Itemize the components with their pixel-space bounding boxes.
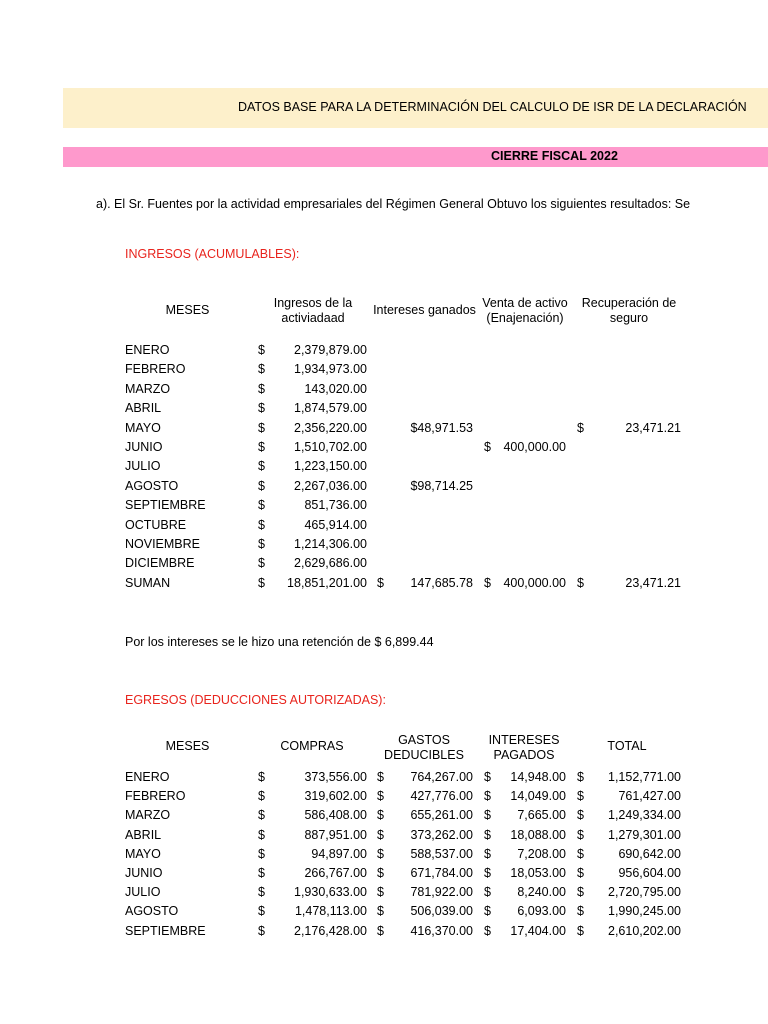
cell-total: 2,610,202.00 <box>608 923 681 938</box>
cell-gastos: 781,922.00 <box>410 885 473 900</box>
cell-mes: MAYO <box>125 846 161 861</box>
cell-dollar: $ <box>377 827 384 842</box>
header-ingresos <box>253 296 373 326</box>
table-row <box>0 576 768 595</box>
cell-gastos: 764,267.00 <box>410 770 473 784</box>
cell-compras: 1,930,633.00 <box>294 885 367 900</box>
cell-dollar: $ <box>258 575 265 590</box>
cell-ingreso: 1,874,579.00 <box>294 401 367 416</box>
header-venta-line1: Venta de activo <box>482 296 568 310</box>
cell-venta: 400,000.00 <box>503 440 566 454</box>
table-row <box>0 382 768 401</box>
cell-gastos: 416,370.00 <box>410 923 473 938</box>
cell-ingreso: 2,629,686.00 <box>294 556 367 571</box>
cell-dollar: $ <box>577 789 584 804</box>
cell-dollar: $ <box>377 866 384 880</box>
table-row <box>0 828 768 847</box>
cell-dollar: $ <box>377 575 384 590</box>
cell-dollar: $ <box>258 556 265 571</box>
cell-mes: DICIEMBRE <box>125 556 195 571</box>
table-row <box>0 847 768 866</box>
cell-dollar: $ <box>258 866 265 880</box>
header-recuperacion-line2: seguro <box>609 311 649 325</box>
cell-compras: 266,767.00 <box>304 866 367 880</box>
cell-ingreso: 143,020.00 <box>304 381 367 396</box>
cell-dollar: $ <box>258 770 265 784</box>
cell-intereses: 18,053.00 <box>510 866 566 880</box>
cell-dollar: $ <box>577 904 584 919</box>
cell-total: 761,427.00 <box>618 789 681 804</box>
cell-ingreso: 1,510,702.00 <box>294 440 367 454</box>
table-row <box>0 498 768 517</box>
header-compras: COMPRAS <box>280 739 344 753</box>
cell-dollar: $ <box>258 498 265 513</box>
header-intereses-line2: PAGADOS <box>493 748 555 762</box>
ingresos-heading: INGRESOS (ACUMULABLES): <box>125 247 300 261</box>
cell-mes: SEPTIEMBRE <box>125 498 206 513</box>
header-gastos-line1: GASTOS <box>398 733 450 747</box>
table-row <box>0 362 768 381</box>
cell-ingreso: 465,914.00 <box>304 517 367 532</box>
cell-ingreso: 851,736.00 <box>304 498 367 513</box>
cell-compras: 2,176,428.00 <box>294 923 367 938</box>
table-row <box>0 459 768 478</box>
cell-gastos: 588,537.00 <box>410 846 473 861</box>
header-recuperacion <box>574 296 684 326</box>
cell-dollar: $ <box>484 827 491 842</box>
title-band <box>63 88 768 128</box>
cell-total: 1,152,771.00 <box>608 770 681 784</box>
table-row <box>0 556 768 575</box>
cell-mes: ENERO <box>125 343 170 357</box>
cell-dollar: $ <box>577 866 584 880</box>
cell-intereses: 18,088.00 <box>510 827 566 842</box>
table-row <box>0 924 768 943</box>
cell-interes: $48,971.53 <box>410 420 473 435</box>
header-meses: MESES <box>165 303 210 317</box>
cell-dollar: $ <box>258 808 265 823</box>
cell-compras: 94,897.00 <box>311 846 367 861</box>
cell-intereses: 8,240.00 <box>517 885 566 900</box>
header-meses-egresos: MESES <box>165 739 210 753</box>
cell-total: 1,249,334.00 <box>608 808 681 823</box>
cell-intereses: 7,665.00 <box>517 808 566 823</box>
header-ingresos-line1: Ingresos de la <box>273 296 353 310</box>
cell-dollar: $ <box>377 770 384 784</box>
cell-dollar: $ <box>258 846 265 861</box>
cell-recuperacion: 23,471.21 <box>625 575 681 590</box>
cell-dollar: $ <box>577 846 584 861</box>
document-title: DATOS BASE PARA LA DETERMINACIÓN DEL CALCULO DE ISR DE LA DECLARACIÓN <box>238 100 747 114</box>
table-row <box>0 518 768 537</box>
table-row <box>0 479 768 498</box>
cell-dollar: $ <box>258 537 265 551</box>
table-row <box>0 401 768 420</box>
cell-dollar: $ <box>484 440 491 454</box>
cell-mes: SEPTIEMBRE <box>125 923 206 938</box>
cell-mes: JULIO <box>125 459 161 474</box>
intro-text: a). El Sr. Fuentes por la actividad empresariales del Régimen General Obtuvo los siguientes resultados: Se <box>96 197 691 211</box>
cell-intereses: 14,948.00 <box>510 770 566 784</box>
header-total: TOTAL <box>607 739 647 753</box>
cell-ingreso: 2,356,220.00 <box>294 420 367 435</box>
cell-dollar: $ <box>377 904 384 919</box>
table-row <box>0 343 768 362</box>
cell-dollar: $ <box>258 904 265 919</box>
cell-gastos: 506,039.00 <box>410 904 473 919</box>
cell-mes: MARZO <box>125 808 171 823</box>
cell-ingreso: 18,851,201.00 <box>287 575 367 590</box>
cell-intereses: 14,049.00 <box>510 789 566 804</box>
cell-dollar: $ <box>577 770 584 784</box>
cell-mes: OCTUBRE <box>125 517 187 532</box>
cell-dollar: $ <box>577 420 584 435</box>
cell-dollar: $ <box>377 789 384 804</box>
cell-dollar: $ <box>484 770 491 784</box>
cell-interes: $98,714.25 <box>410 478 473 493</box>
cell-dollar: $ <box>484 866 491 880</box>
cell-mes: MARZO <box>125 381 171 396</box>
cell-mes: JUNIO <box>125 866 163 880</box>
fiscal-year-title: CIERRE FISCAL 2022 <box>491 149 618 163</box>
cell-dollar: $ <box>484 885 491 900</box>
table-row <box>0 440 768 459</box>
cell-dollar: $ <box>484 846 491 861</box>
cell-dollar: $ <box>258 362 265 377</box>
header-intereses-line1: INTERESES <box>488 733 560 747</box>
cell-dollar: $ <box>258 827 265 842</box>
cell-total: 1,990,245.00 <box>608 904 681 919</box>
retencion-note: Por los intereses se le hizo una retención de $ 6,899.44 <box>125 635 434 649</box>
cell-gastos: 671,784.00 <box>410 866 473 880</box>
cell-gastos: 373,262.00 <box>410 827 473 842</box>
cell-dollar: $ <box>258 440 265 454</box>
header-gastos <box>374 733 474 763</box>
cell-dollar: $ <box>258 381 265 396</box>
cell-dollar: $ <box>258 401 265 416</box>
cell-ingreso: 1,214,306.00 <box>294 537 367 551</box>
cell-ingreso: 1,934,973.00 <box>294 362 367 377</box>
header-gastos-line2: DEDUCIBLES <box>384 748 464 762</box>
table-row <box>0 904 768 923</box>
cell-mes: FEBRERO <box>125 789 186 804</box>
cell-compras: 887,951.00 <box>304 827 367 842</box>
cell-ingreso: 1,223,150.00 <box>294 459 367 474</box>
cell-dollar: $ <box>258 923 265 938</box>
cell-dollar: $ <box>377 885 384 900</box>
cell-mes: AGOSTO <box>125 904 179 919</box>
cell-dollar: $ <box>258 789 265 804</box>
table-row <box>0 537 768 556</box>
cell-dollar: $ <box>258 478 265 493</box>
cell-compras: 1,478,113.00 <box>294 904 367 919</box>
cell-dollar: $ <box>577 923 584 938</box>
cell-dollar: $ <box>258 420 265 435</box>
cell-dollar: $ <box>577 885 584 900</box>
cell-total: 956,604.00 <box>618 866 681 880</box>
cell-ingreso: 2,379,879.00 <box>294 343 367 357</box>
cell-intereses: 6,093.00 <box>517 904 566 919</box>
cell-intereses: 17,404.00 <box>510 923 566 938</box>
cell-dollar: $ <box>577 808 584 823</box>
cell-mes: NOVIEMBRE <box>125 537 201 551</box>
cell-dollar: $ <box>377 923 384 938</box>
cell-mes: JULIO <box>125 885 161 900</box>
cell-gastos: 427,776.00 <box>410 789 473 804</box>
cell-mes: ABRIL <box>125 401 162 416</box>
cell-dollar: $ <box>577 827 584 842</box>
table-row <box>0 789 768 808</box>
cell-dollar: $ <box>377 846 384 861</box>
header-venta <box>476 296 574 326</box>
cell-dollar: $ <box>484 575 491 590</box>
cell-total: 1,279,301.00 <box>608 827 681 842</box>
header-recuperacion-line1: Recuperación de <box>581 296 677 310</box>
cell-dollar: $ <box>484 789 491 804</box>
cell-mes: ABRIL <box>125 827 162 842</box>
cell-dollar: $ <box>484 904 491 919</box>
header-ingresos-line2: activiadaad <box>281 311 345 325</box>
cell-dollar: $ <box>258 517 265 532</box>
cell-dollar: $ <box>258 343 265 357</box>
cell-ingreso: 2,267,036.00 <box>294 478 367 493</box>
cell-intereses: 7,208.00 <box>517 846 566 861</box>
cell-mes: FEBRERO <box>125 362 186 377</box>
egresos-heading: EGRESOS (DEDUCCIONES AUTORIZADAS): <box>125 693 386 707</box>
cell-venta: 400,000.00 <box>503 575 566 590</box>
cell-dollar: $ <box>377 808 384 823</box>
subtitle-band <box>63 147 768 167</box>
cell-mes: SUMAN <box>125 575 171 590</box>
cell-dollar: $ <box>258 459 265 474</box>
cell-total: 2,720,795.00 <box>608 885 681 900</box>
cell-compras: 373,556.00 <box>304 770 367 784</box>
table-row <box>0 421 768 440</box>
cell-total: 690,642.00 <box>618 846 681 861</box>
cell-dollar: $ <box>484 808 491 823</box>
cell-mes: JUNIO <box>125 440 163 454</box>
cell-mes: AGOSTO <box>125 478 179 493</box>
cell-compras: 319,602.00 <box>304 789 367 804</box>
cell-gastos: 655,261.00 <box>410 808 473 823</box>
table-row <box>0 885 768 904</box>
cell-recuperacion: 23,471.21 <box>625 420 681 435</box>
cell-dollar: $ <box>577 575 584 590</box>
cell-dollar: $ <box>258 885 265 900</box>
cell-compras: 586,408.00 <box>304 808 367 823</box>
header-venta-line2: (Enajenación) <box>486 311 564 325</box>
header-intereses-pagados <box>478 733 570 763</box>
header-intereses: Intereses ganados <box>373 303 476 317</box>
cell-dollar: $ <box>484 923 491 938</box>
cell-mes: MAYO <box>125 420 161 435</box>
table-row <box>0 770 768 789</box>
table-row <box>0 866 768 885</box>
table-row <box>0 808 768 827</box>
cell-interes: 147,685.78 <box>410 575 473 590</box>
cell-mes: ENERO <box>125 770 170 784</box>
